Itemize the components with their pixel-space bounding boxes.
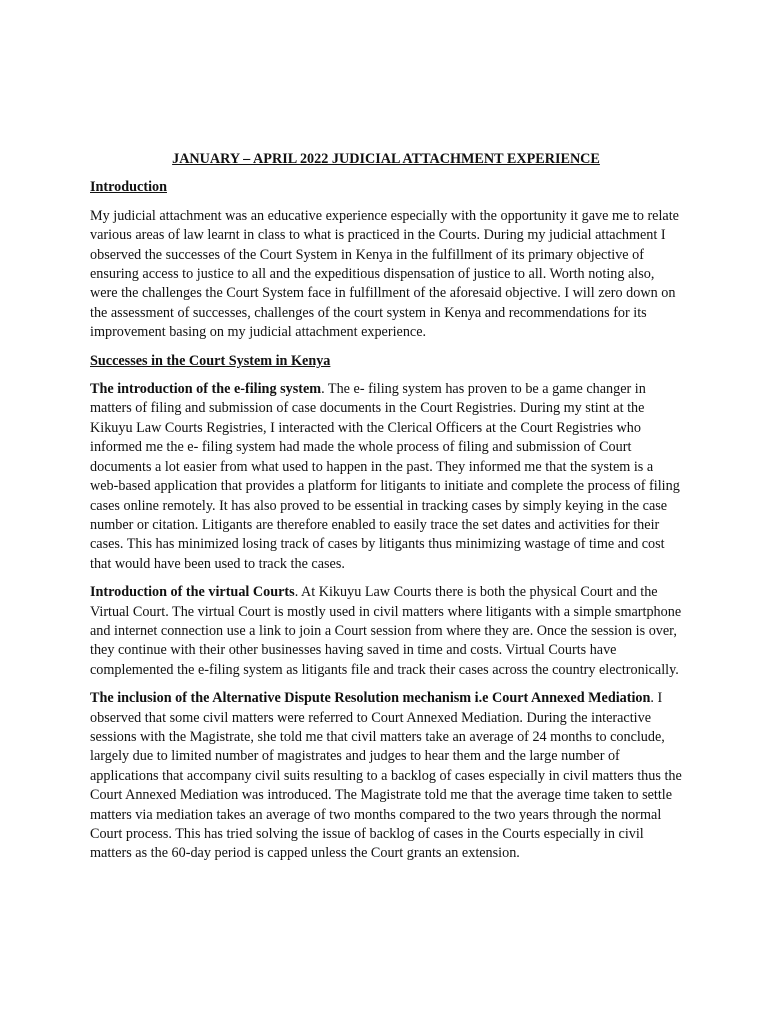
efiling-lead: The introduction of the e-filing system xyxy=(90,381,322,398)
document-content xyxy=(90,150,682,873)
adr-body: . I observed that some civil matters were referred to Court Annexed Mediation. During the interactive sessions with the Magistrate, she told me that civil matters take an average of 24 months to conclude, largely due to limited number of magistrates and judges to hear them and the large number of applications that accompany civil suits resulting to a backlog of cases especially in civil matters thus the Court Annexed Mediation was introduced. The Magistrate told me that the average time taken to settle matters via mediation takes an average of two months compared to the two years through the normal Court process. This has tried solving the issue of backlog of cases in the Courts especially in civil matters as the 60-day period is capped unless the Court grants an extension. xyxy=(90,690,682,862)
virtual-courts-paragraph xyxy=(90,583,682,680)
virtual-courts-body: . At Kikuyu Law Courts there is both the physical Court and the Virtual Court. The virtual Court is mostly used in civil matters where litigants with a simple smartphone and internet connection use a link to join a Court session from where they are. Once the session is over, they continue with their other businesses having saved in time and costs. Virtual Courts have complemented the e-filing system as litigants file and track their cases across the country electronically. xyxy=(90,584,682,678)
successes-heading: Successes in the Court System in Kenya xyxy=(90,352,331,369)
adr-lead: The inclusion of the Alternative Dispute Resolution mechanism i.e Court Annexed Mediation xyxy=(90,690,651,707)
document-title: JANUARY – APRIL 2022 JUDICIAL ATTACHMENT EXPERIENCE xyxy=(172,151,600,167)
introduction-paragraph: My judicial attachment was an educative experience especially with the opportunity it gave me to relate various areas of law learnt in class to what is practiced in the Courts. During my judicial attachment I observed the successes of the Court System in Kenya in the fulfillment of its primary objective of ensuring access to justice to all and the expeditious dispensation of justice to all. Worth noting also, were the challenges the Court System face in fulfillment of the aforesaid objective. I will zero down on the assessment of successes, challenges of the court system in Kenya and recommendations for its improvement basing on my judicial attachment experience. xyxy=(90,207,679,341)
virtual-courts-lead: Introduction of the virtual Courts xyxy=(90,584,295,601)
efiling-body: . The e- filing system has proven to be a game changer in matters of filing and submission of case documents in the Court Registries. During my stint at the Kikuyu Law Courts Registries, I interacted with the Clerical Officers at the Court Registries who informed me the e- filing system had made the whole process of filing and submission of Court documents a lot easier from what used to happen in the past. They informed me that the system is a web-based application that provides a platform for litigants to initiate and complete the process of filing cases online remotely. It has also proved to be essential in tracking cases by simply keying in the case number or citation. Litigants are therefore enabled to easily trace the set dates and activities for their cases. This has minimized losing track of cases by litigants thus minimizing wastage of time and cost that would have been used to track the cases. xyxy=(90,381,680,572)
adr-paragraph xyxy=(90,689,682,864)
efiling-paragraph xyxy=(90,380,682,574)
introduction-heading: Introduction xyxy=(90,179,167,196)
